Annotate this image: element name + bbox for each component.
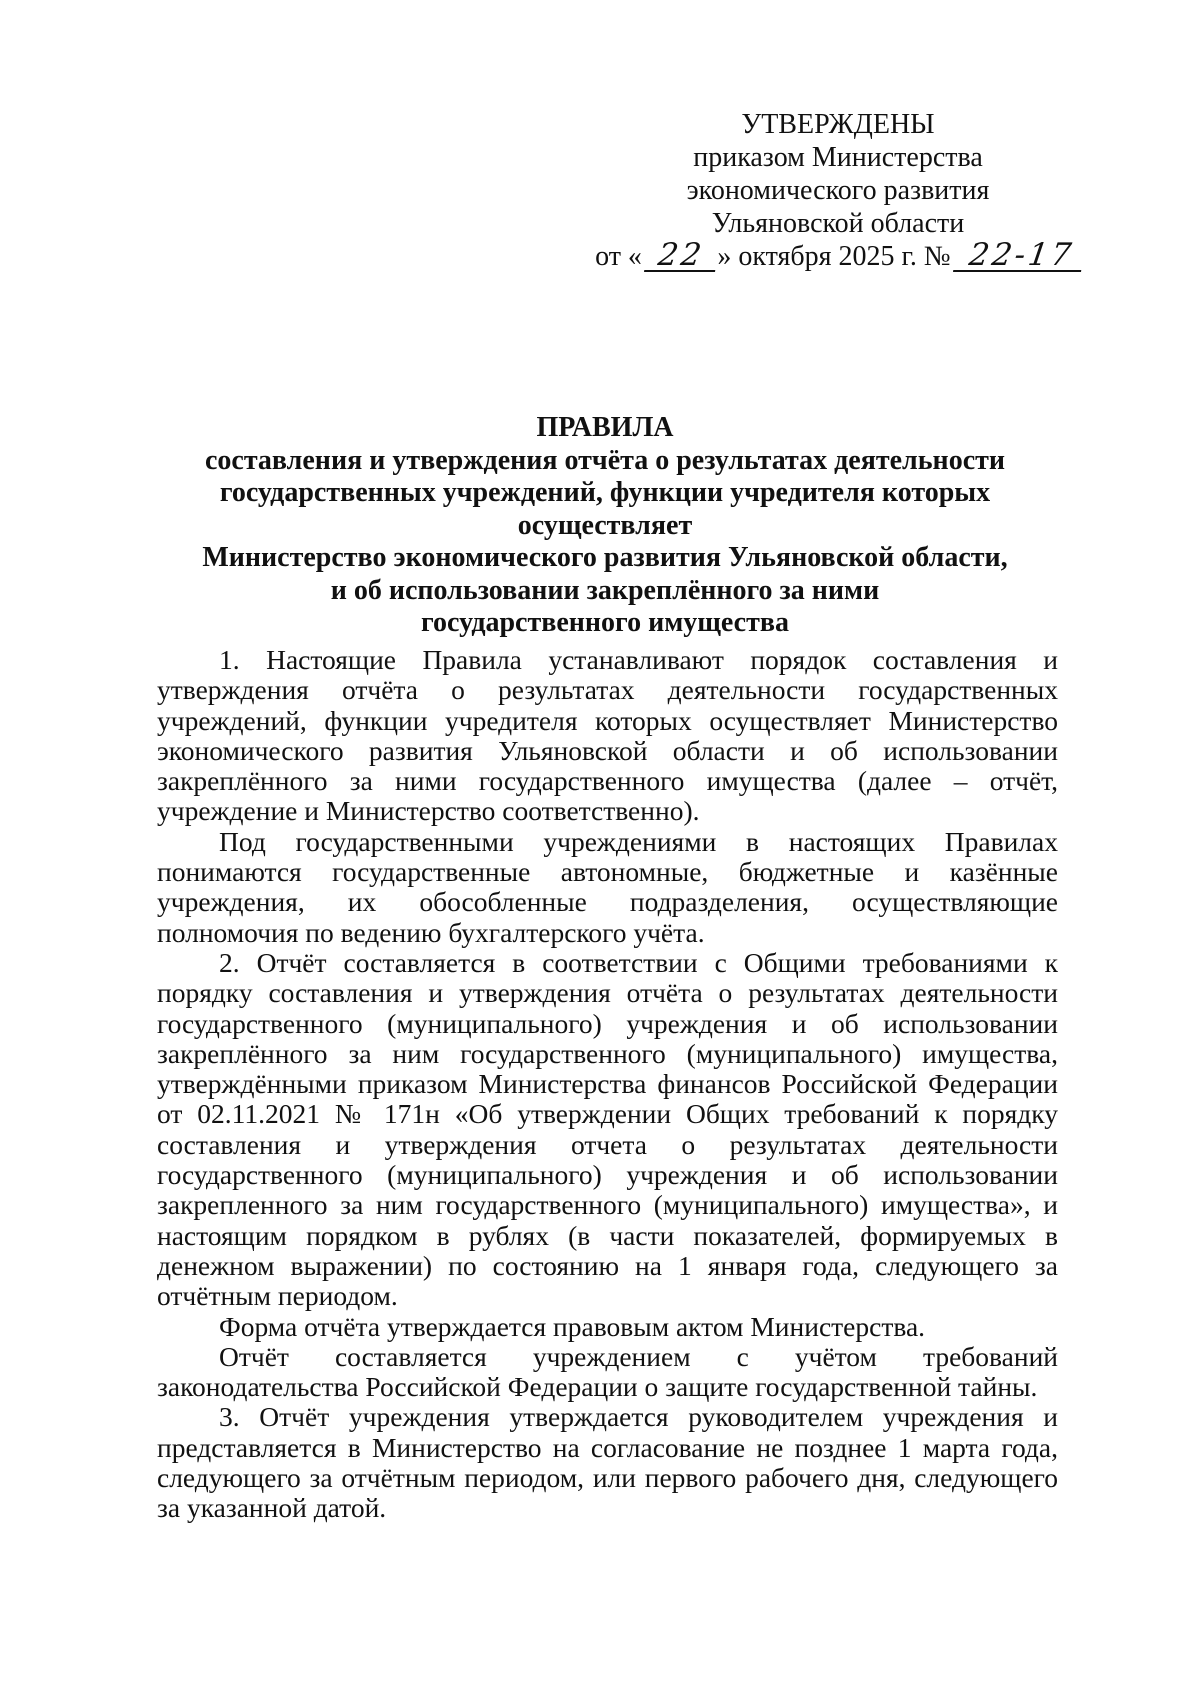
- paragraph-1: 1. Настоящие Правила устанавливают порядок составления и утверждения отчёта о результатах деятельности государственных учреждений, функции учредителя которых осуществляет Министерство экономического развития Ульяновской области и об использовании закреплённого за ними государственного имущества (далее – отчёт, учреждение и Министерство соответственно).: [157, 644, 1058, 827]
- handwritten-order-number: 22-17: [953, 241, 1086, 272]
- paragraph-2a: Форма отчёта утверждается правовым актом Министерства.: [219, 1310, 926, 1342]
- document-title: [150, 412, 1060, 640]
- approval-date-line: [592, 237, 1084, 273]
- title-heading: ПРАВИЛА: [536, 412, 674, 443]
- approval-line-1: УТВЕРЖДЕНЫ: [741, 109, 935, 140]
- paragraph-3: 3. Отчёт учреждения утверждается руководителем учреждения и представляется в Министерство на согласование не позднее 1 марта года, следующего за отчётным периодом, или первого рабочего дня, следующего за указанной датой.: [157, 1401, 1058, 1524]
- paragraph-2: 2. Отчёт составляется в соответствии с Общими требованиями к порядку составления и утверждения отчёта о результатах деятельности государственного (муниципального) учреждения и об использовании закреплённого за ним государственного (муниципального) имущества, утверждёнными приказом Министерства финансов Российской Федерации от 02.11.2021 № 171н «Об утверждении Общих требований к порядку составления и утверждения отчета о результатах деятельности государственного (муниципального) учреждения и об использовании закрепленного за ним государственного (муниципального) имущества», и настоящим порядком в рублях (в части показателей, формируемых в денежном выражении) по состоянию на 1 января года, следующего за отчётным периодом.: [157, 946, 1058, 1312]
- title-line-4: и об использовании закреплённого за ними: [330, 574, 880, 606]
- approval-block: [592, 108, 1084, 273]
- date-middle: » октября 2025 г. №: [717, 241, 951, 272]
- approval-line-3: экономического развития: [686, 175, 990, 206]
- title-line-2: государственных учреждений, функции учредителя которых осуществляет: [219, 477, 991, 541]
- approval-line-4: Ульяновской области: [711, 208, 965, 239]
- title-line-1: составления и утверждения отчёта о результатах деятельности: [204, 444, 1006, 476]
- date-prefix: от «: [595, 241, 642, 272]
- handwritten-day: 22: [644, 241, 720, 272]
- title-line-5: государственного имущества: [421, 607, 789, 638]
- document-body: [157, 645, 1058, 1524]
- paragraph-2b: Отчёт составляется учреждением с учётом требований законодательства Российской Федерации о защите государственной тайны.: [157, 1340, 1058, 1403]
- approval-line-2: приказом Министерства: [693, 142, 983, 173]
- title-line-3: Министерство экономического развития Ульяновской области,: [202, 542, 1008, 573]
- paragraph-1a: Под государственными учреждениями в настоящих Правилах понимаются государственные автономные, бюджетные и казённые учреждения, их обособленные подразделения, осуществляющие полномочия по ведению бухгалтерского учёта.: [157, 825, 1058, 948]
